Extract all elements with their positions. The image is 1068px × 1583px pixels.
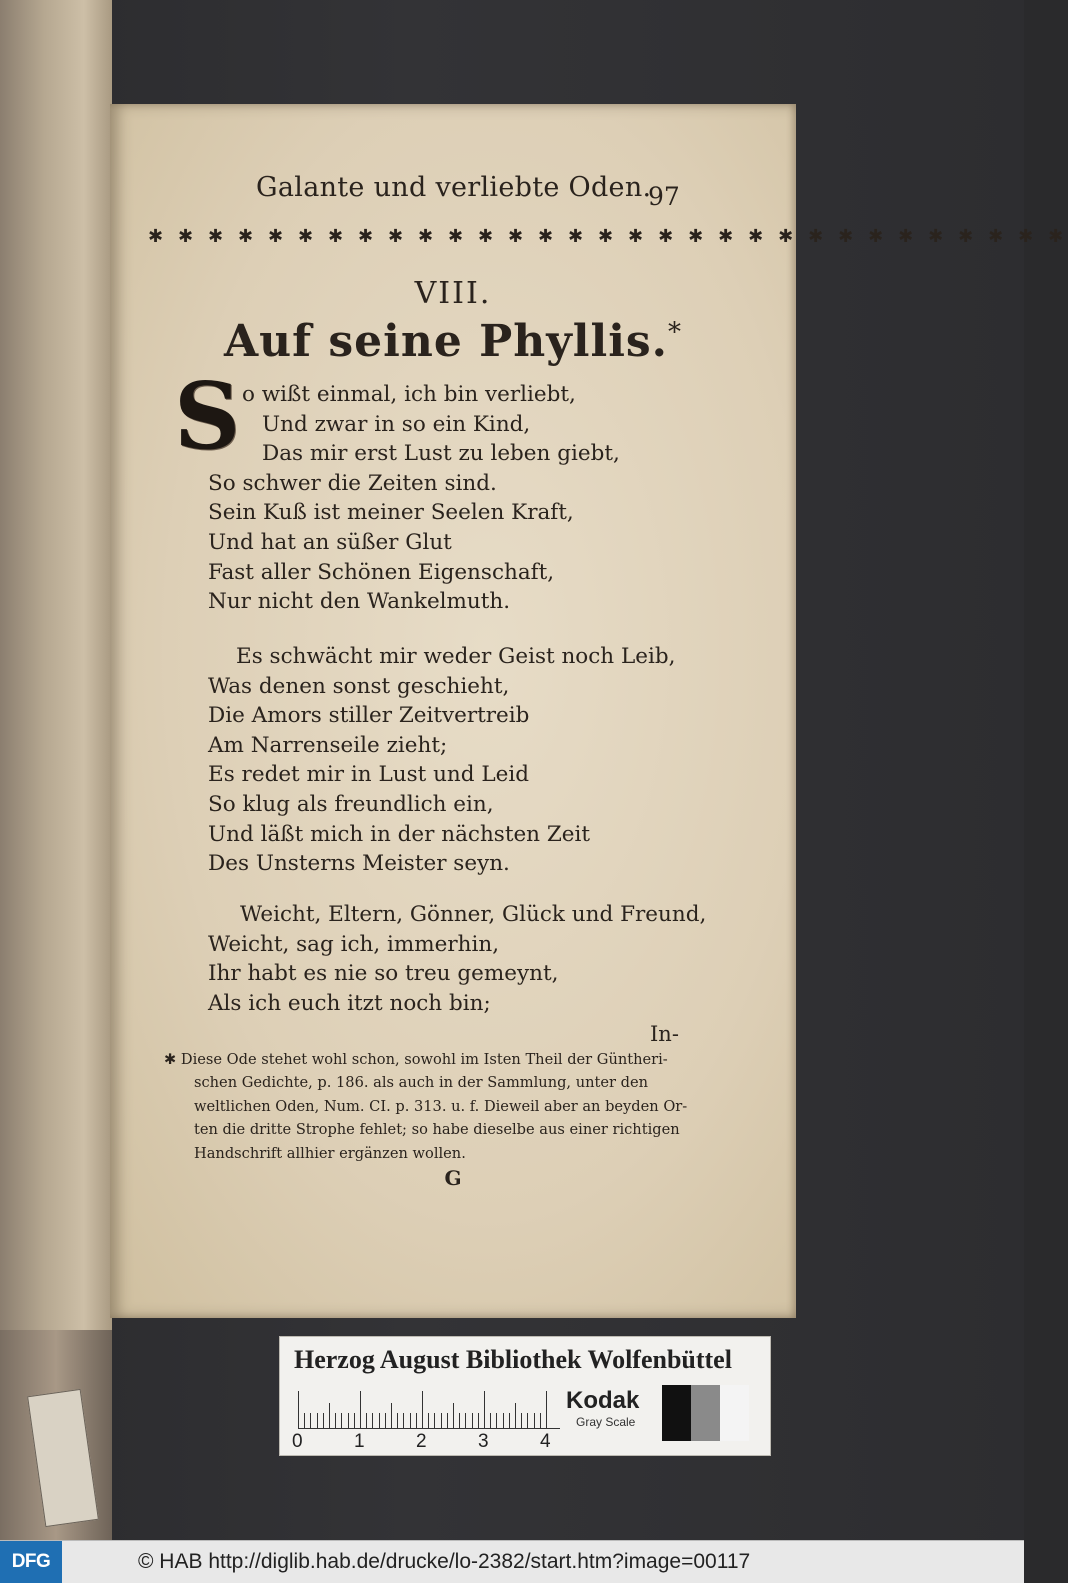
scale-target xyxy=(279,1336,771,1456)
verse-line: Die Amors stiller Zeitvertreib xyxy=(208,703,530,729)
ruler-tick xyxy=(453,1403,454,1429)
ruler-tick xyxy=(540,1413,541,1429)
ruler-tick xyxy=(391,1403,392,1429)
stanza-2 xyxy=(208,642,675,879)
signature-mark: G xyxy=(444,1166,462,1190)
verse-line: Sein Kuß ist meiner Seelen Kraft, xyxy=(208,500,574,526)
ruler-tick xyxy=(372,1413,373,1429)
footnote-line: ✱ Diese Ode stehet wohl schon, sowohl im Isten Theil der Güntheri- xyxy=(164,1051,668,1068)
ruler-tick xyxy=(360,1391,361,1429)
footnote-line: schen Gedichte, p. 186. als auch in der Sammlung, unter den xyxy=(194,1074,649,1092)
verse-line: So schwer die Zeiten sind. xyxy=(208,470,497,496)
verse-line: Es schwächt mir weder Geist noch Leib, xyxy=(236,644,676,669)
verse-line: Was denen sonst geschieht, xyxy=(208,673,510,699)
institution-name: Herzog August Bibliothek Wolfenbüttel xyxy=(294,1345,732,1374)
title-footnote-mark: * xyxy=(668,317,683,348)
gray-swatch-white xyxy=(720,1385,749,1441)
ruler-tick xyxy=(341,1413,342,1429)
footnote-line: Handschrift allhier ergänzen wollen. xyxy=(194,1144,466,1162)
ruler-tick xyxy=(478,1413,479,1429)
ornament-rule: ✱ ✱ ✱ ✱ ✱ ✱ ✱ ✱ ✱ ✱ ✱ ✱ ✱ ✱ ✱ ✱ ✱ ✱ ✱ ✱ ✱ ✱ ✱ ✱ ✱ ✱ ✱ ✱ ✱ ✱ ✱ xyxy=(148,226,1068,247)
ruler-tick xyxy=(298,1391,299,1429)
ruler-tick xyxy=(354,1413,355,1429)
ruler-tick xyxy=(434,1413,435,1429)
ruler-tick xyxy=(385,1413,386,1429)
ruler-tick xyxy=(546,1391,547,1429)
gray-swatch-black xyxy=(662,1385,691,1441)
ruler-tick xyxy=(441,1413,442,1429)
ruler-tick xyxy=(527,1413,528,1429)
ruler-tick xyxy=(447,1413,448,1429)
ruler-tick xyxy=(484,1391,485,1429)
ruler-tick xyxy=(416,1413,417,1429)
footer-bar xyxy=(0,1540,1024,1583)
ruler-tick xyxy=(521,1413,522,1429)
ruler-tick xyxy=(304,1413,305,1429)
dfg-logo: DFG xyxy=(0,1541,62,1583)
verse-line: o wißt einmal, ich bin verliebt, xyxy=(242,382,576,407)
footnote-line: weltlichen Oden, Num. CI. p. 313. u. f. Dieweil aber an beyden Or- xyxy=(194,1097,688,1115)
book-page xyxy=(110,104,1068,1318)
verse-line: Des Unsterns Meister seyn. xyxy=(208,851,510,877)
ruler-tick xyxy=(410,1413,411,1429)
running-head: Galante und verliebte Oden. xyxy=(256,172,652,203)
scale-ruler xyxy=(298,1389,560,1429)
page-number: 97 xyxy=(648,182,680,211)
verse-line: Ihr habt es nie so treu gemeynt, xyxy=(208,961,559,987)
ruler-tick xyxy=(366,1413,367,1429)
ruler-tick xyxy=(397,1413,398,1429)
verse-line: Nur nicht den Wankelmuth. xyxy=(208,589,511,615)
verse-line: Weicht, sag ich, immerhin, xyxy=(208,931,500,957)
footnote-line: ten die dritte Strophe fehlet; so habe dieselbe aus einer richtigen xyxy=(194,1121,680,1139)
stanza-1 xyxy=(208,380,620,617)
verse-line: Das mir erst Lust zu leben giebt, xyxy=(262,441,620,467)
previous-page-edge xyxy=(0,0,112,1540)
ruler-tick xyxy=(317,1413,318,1429)
gray-swatch-mid xyxy=(691,1385,720,1441)
scale-number: 4 xyxy=(540,1431,551,1452)
poem-title-text: Auf seine Phyllis. xyxy=(223,316,669,367)
ruler-tick xyxy=(323,1413,324,1429)
chapter-number: VIII. xyxy=(414,276,492,311)
verse-line: Am Narrenseile zieht; xyxy=(208,732,448,758)
verse-line: Fast aller Schönen Eigenschaft, xyxy=(208,559,555,585)
verse-line: Als ich euch itzt noch bin; xyxy=(208,990,491,1016)
verse-line: Es redet mir in Lust und Leid xyxy=(208,762,530,788)
ruler-tick xyxy=(496,1413,497,1429)
verse-line: Und läßt mich in der nächsten Zeit xyxy=(208,821,591,847)
footnote xyxy=(164,1048,694,1165)
verse-line: Und hat an süßer Glut xyxy=(208,529,452,555)
scale-numbers xyxy=(292,1431,572,1453)
ruler-tick xyxy=(515,1403,516,1429)
scale-number: 0 xyxy=(292,1431,303,1452)
ruler-tick xyxy=(428,1413,429,1429)
drop-cap: S xyxy=(174,362,241,470)
ruler-tick xyxy=(459,1413,460,1429)
scale-number: 2 xyxy=(416,1431,427,1452)
poem-title xyxy=(110,316,796,367)
ruler-tick xyxy=(329,1403,330,1429)
ruler-tick xyxy=(465,1413,466,1429)
gray-scale-label: Gray Scale xyxy=(576,1415,636,1429)
ruler-tick xyxy=(503,1413,504,1429)
ruler-tick xyxy=(403,1413,404,1429)
ruler-tick xyxy=(509,1413,510,1429)
catchword: In- xyxy=(650,1022,679,1046)
copyright-text: © HAB http://diglib.hab.de/drucke/lo-2382/start.htm?image=00117 xyxy=(138,1550,751,1573)
ruler-tick xyxy=(472,1413,473,1429)
ruler-tick xyxy=(348,1413,349,1429)
ruler-tick xyxy=(379,1413,380,1429)
verse-line: Und zwar in so ein Kind, xyxy=(262,411,531,437)
scale-number: 3 xyxy=(478,1431,489,1452)
verse-line: So klug als freundlich ein, xyxy=(208,791,494,817)
ruler-tick xyxy=(310,1413,311,1429)
ruler-tick xyxy=(490,1413,491,1429)
kodak-logo: Kodak xyxy=(566,1387,640,1414)
ruler-tick xyxy=(534,1413,535,1429)
stanza-3 xyxy=(208,900,706,1018)
scale-number: 1 xyxy=(354,1431,365,1452)
ruler-tick xyxy=(335,1413,336,1429)
verse-line: Weicht, Eltern, Gönner, Glück und Freund, xyxy=(240,902,707,927)
ruler-tick xyxy=(422,1391,423,1429)
